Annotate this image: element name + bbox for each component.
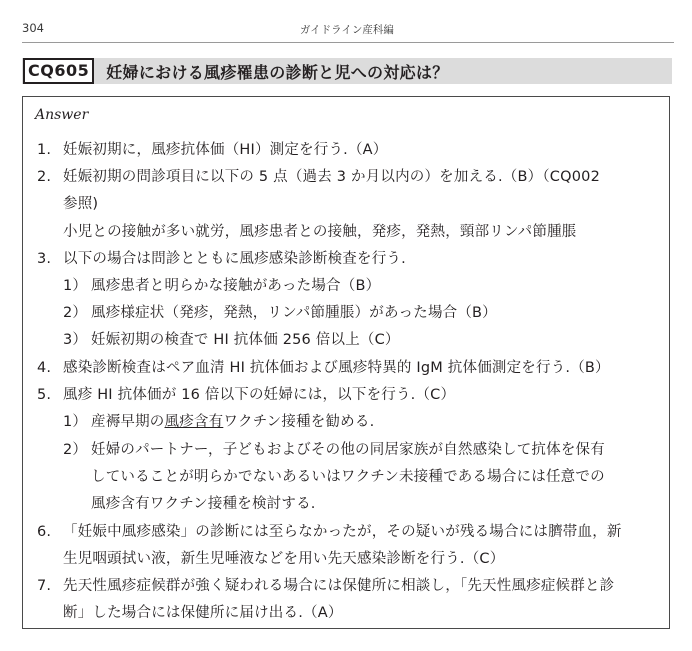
cq-title-bar xyxy=(22,58,672,84)
answer-subitem xyxy=(63,438,605,459)
item-text: 「妊娠中風疹感染」の診断には至らなかったが，その疑いが残る場合には臍帯血，新 xyxy=(63,524,622,540)
underlined-term: 風疹含有 xyxy=(164,414,224,430)
item-text: 妊娠初期の問診項目に以下の 5 点（過去 3 か月以内の）を加える.（B）（CQ002 xyxy=(63,169,601,185)
page-number: 304 xyxy=(22,21,44,35)
item-number: 2. xyxy=(37,169,52,185)
answer-item-6-continuation: 生児咽頭拭い液，新生児唾液などを用い先天感染診断を行う.（C） xyxy=(63,551,505,567)
item-number: 3. xyxy=(37,251,52,267)
subitem-text-pre: 産褥早期の xyxy=(91,414,165,430)
answer-subitem xyxy=(63,328,400,349)
answer-item-4 xyxy=(37,356,610,377)
subitem-text: 風疹様症状（発疹，発熱，リンパ節腫脹）があった場合（B） xyxy=(91,305,497,321)
answer-subitem-continuation: していることが明らかでないあるいはワクチン未接種である場合には任意での xyxy=(91,469,605,485)
answer-item-7-continuation: 断」した場合には保健所に届け出る.（A） xyxy=(63,605,343,621)
item-text: 風疹 HI 抗体価が 16 倍以下の妊婦には，以下を行う.（C） xyxy=(63,387,456,403)
answer-item-3 xyxy=(37,247,406,268)
item-text: 感染診断検査はペア血清 HI 抗体価および風疹特異的 IgM 抗体価測定を行う.（B） xyxy=(63,360,610,376)
subitem-number: 3） xyxy=(63,332,88,348)
subitem-number: 2） xyxy=(63,442,88,458)
subitem-text: 風疹患者と明らかな接触があった場合（B） xyxy=(91,278,381,294)
answer-subitem xyxy=(63,274,380,295)
item-text: 先天性風疹症候群が強く疑われる場合には保健所に相談し，「先天性風疹症候群と診 xyxy=(63,578,615,594)
answer-label: Answer xyxy=(35,107,89,123)
subitem-text: 妊娠初期の検査で HI 抗体価 256 倍以上（C） xyxy=(91,332,400,348)
subitem-number: 1） xyxy=(63,414,88,430)
subitem-text-post: ワクチン接種を勧める. xyxy=(223,414,375,430)
subitem-number: 2） xyxy=(63,305,88,321)
header-rule xyxy=(22,42,674,43)
answer-subitem xyxy=(63,410,374,431)
item-number: 5. xyxy=(37,387,52,403)
answer-item-7 xyxy=(37,574,614,595)
item-number: 1. xyxy=(37,142,52,158)
answer-item-2-detail: 小児との接触が多い就労，風疹患者との接触，発疹，発熱，頸部リンパ節腫脹 xyxy=(63,224,577,240)
subitem-number: 1） xyxy=(63,278,88,294)
answer-item-5 xyxy=(37,383,455,404)
answer-subitem xyxy=(63,301,497,322)
cq-title: 妊婦における風疹罹患の診断と児への対応は？ xyxy=(106,62,449,82)
subitem-text: 妊婦のパートナー，子どもおよびその他の同居家族が自然感染して抗体を保有 xyxy=(91,442,605,458)
cq-code-badge: CQ605 xyxy=(23,58,94,84)
item-text: 以下の場合は問診とともに風疹感染診断検査を行う. xyxy=(63,251,406,267)
item-number: 4. xyxy=(37,360,52,376)
item-number: 7. xyxy=(37,578,52,594)
answer-item-2 xyxy=(37,165,600,186)
item-text: 妊娠初期に，風疹抗体価（HI）測定を行う.（A） xyxy=(63,142,388,158)
item-number: 6. xyxy=(37,524,52,540)
answer-item-1 xyxy=(37,138,388,159)
answer-box xyxy=(22,96,670,629)
answer-item-2-continuation: 参照) xyxy=(63,196,99,212)
answer-subitem-continuation: 風疹含有ワクチン接種を検討する. xyxy=(91,496,316,512)
running-head: ガイドライン産科編 xyxy=(300,24,394,36)
answer-item-6 xyxy=(37,520,622,541)
